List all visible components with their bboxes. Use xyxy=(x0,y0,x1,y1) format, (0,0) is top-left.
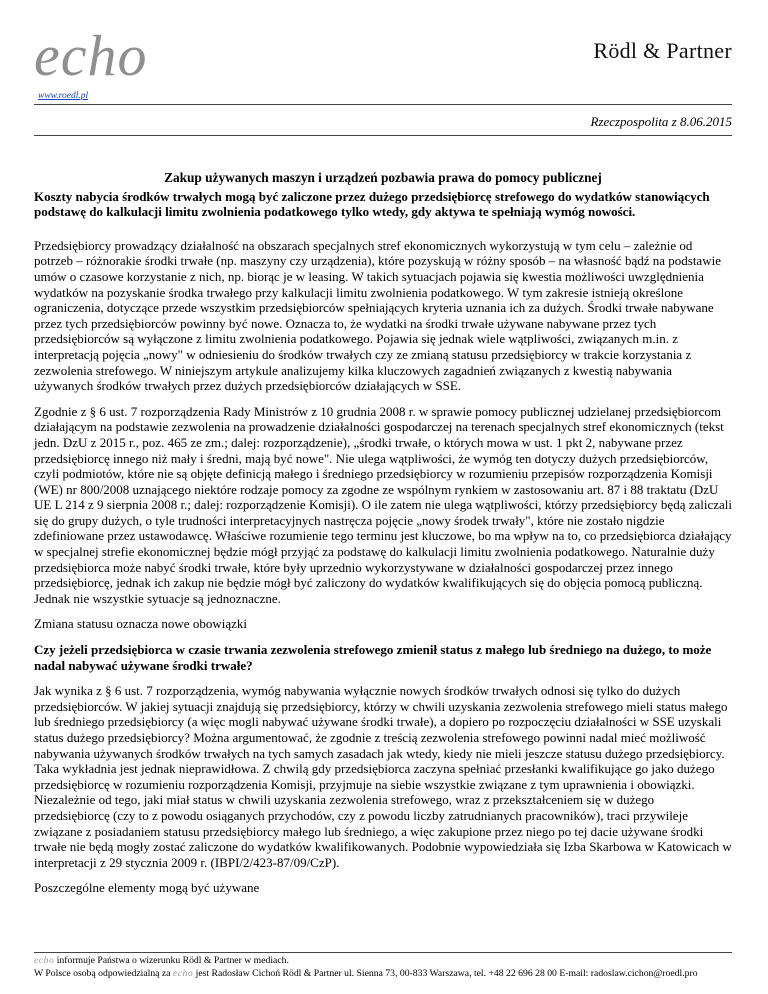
paragraph-2: Zgodnie z § 6 ust. 7 rozporządzenia Rady Ministrów z 10 grudnia 2008 r. w sprawie pomocy publicznej udzielanej przedsiębiorcom działającym na podstawie zezwolenia na prowadzenie działalności gospodarczej na terenach specjalnych stref ekonomicznych (tekst jedn. DzU z 2015 r., poz. 465 ze zm.; dalej: rozporządzenie), „środki trwałe, o których mowa w ust. 1 pkt 2, nabywane przez przedsiębiorcę innego niż mały i średni, mają być nowe". Nie ulega wątpliwości, że wymóg ten dotyczy dużych przedsiębiorców, czyli podmiotów, które nie są objęte definicją małego i średniego przedsiębiorcy w rozumieniu przepisów rozporządzenia Komisji (WE) nr 800/2008 uznającego niektóre rodzaje pomocy za zgodne ze wspólnym rynkiem w zastosowaniu art. 87 i 88 traktatu (DzU UE L 214 z 9 sierpnia 2008 r.; dalej: rozporządzenie Komisji). O ile zatem nie ulega wątpliwości, którzy przedsiębiorcy będą zaliczali się do grupy dużych, o tyle trudności interpretacyjnych nastręcza pojęcie „nowy środek trwały", które nie zostało nigdzie zdefiniowane przez ustawodawcę. Właściwe rozumienie tego terminu jest kluczowe, bo ma wpływ na to, co przedsiębiorca działający w specjalnej strefie ekonomicznej będzie mógł przyjąć za podstawę do kalkulacji limitu zwolnienia podatkowego. Naturalnie duży przedsiębiorca może nabyć środki trwałe, które były uprzednio wykorzystywane w działalności gospodarczej przez innego przedsiębiorcę, jednak ich zakup nie będzie mógł być zaliczony do wydatków kwalifikujących się do objęcia pomocą publiczną. Jednak nie wszystkie sytuacje są jednoznaczne. xyxy=(34,403,733,606)
header-rule-bottom xyxy=(34,135,732,136)
article-body xyxy=(34,170,732,906)
source-citation: Rzeczpospolita z 8.06.2015 xyxy=(590,114,732,129)
footer-line-2 xyxy=(34,967,698,980)
paragraph-1: Przedsiębiorcy prowadzący działalność na obszarach specjalnych stref ekonomicznych wykorzystują w tym celu – zależnie od potrzeb – różnorakie środki trwałe (np. maszyny czy urządzenia), które pozyskują w różny sposób – na własność bądź na podstawie umów o czasowe korzystanie z nich, np. biorąc je w leasing. W takich sytuacjach pojawia się kwestia możliwości uwzględnienia wydatków na pozyskanie środka trwałego przy kalkulacji limitu zwolnienia podatkowego. W tym zakresie istnieją określone ograniczenia, dotyczące przede wszystkim przedsiębiorców spełniających kryteria uznania ich za dużych. Środki trwałe nabywane przez tych przedsiębiorców powinny być nowe. Oznacza to, że wydatki na środki trwałe używane nabywane przez tych przedsiębiorców są wyłączone z limitu zwolnienia podatkowego. Pojawia się jednak wiele wątpliwości, związanych m.in. z interpretacją pojęcia „nowy" w odniesieniu do środków trwałych czy ze zmianą statusu przedsiębiorcy w trakcie korzystania z zezwolenia strefowego. W niniejszym artykule analizujemy kilka kluczowych zagadnień związanych z kwestią nabywania używanych środków trwałych przez dużych przedsiębiorców działających w SSE. xyxy=(34,237,721,394)
subheading-1: Zmiana statusu oznacza nowe obowiązki xyxy=(34,616,247,632)
footer-line-2-post: jest Radosław Cichoń Rödl & Partner ul. Sienna 73, 00-833 Warszawa, tel. +48 22 696 28 00 E-mail: radoslaw.cichon@roedl.pro xyxy=(193,968,698,979)
footer-echo-mark-2: echo xyxy=(172,968,194,979)
header-rule-top xyxy=(34,104,732,105)
article-lead: Koszty nabycia środków trwałych mogą być zaliczone przez dużego przedsiębiorcę strefowego do wydatków stanowiących podstawę do kalkulacji limitu zwolnienia podatkowego tylko wtedy, gdy aktywa te spełniają wymóg nowości. xyxy=(34,188,710,220)
footer xyxy=(34,954,698,980)
footer-line-1 xyxy=(34,954,698,967)
footer-echo-mark: echo xyxy=(34,955,55,966)
paragraph-3: Jak wynika z § 6 ust. 7 rozporządzenia, wymóg nabywania wyłącznie nowych środków trwałych odnosi się tylko do dużych przedsiębiorców. W jakiej sytuacji znajdują się przedsiębiorcy, którzy w chwili uzyskania zezwolenia strefowego mieli status małego lub średniego przedsiębiorcy (a więc mogli nabywać używane środki trwałe), a dopiero po rozpoczęciu działalności w SSE uzyskali status dużego przedsiębiorcy? Można argumentować, że zgodnie z treścią zezwolenia strefowego powinni nadal mieć możliwość nabywania używanych środków trwałych na tych samych zasadach jak wtedy, kiedy nie mieli jeszcze statusu dużego przedsiębiorcy. Taka wykładnia jest jednak nieprawidłowa. Z chwilą gdy przedsiębiorca zaczyna spełniać przesłanki kwalifikujące go jako dużego przedsiębiorcę w rozumieniu rozporządzenia Komisji, przyjmuje na siebie wszystkie związane z tym uprawnienia i obowiązki. Niezależnie od tego, jaki miał status w chwili uzyskania zezwolenia strefowego, wraz z przekształceniem się w dużego przedsiębiorcę (czy to z powodu osiąganych przychodów, czy z powodu liczby zatrudnianych pracowników), traci przywileje związane z posiadaniem statusu przedsiębiorcy małego lub średniego, a więc zakupione przez niego po tej dacie używane środki trwałe nie będą mogły zostać zaliczone do wydatków kwalifikowanych. Podobnie wypowiedziała się Izba Skarbowa w Katowicach w interpretacji z 29 stycznia 2009 r. (IBPI/2/423-87/09/CzP). xyxy=(34,683,732,870)
echo-logo: echo xyxy=(34,23,148,88)
footer-rule xyxy=(34,952,732,953)
footer-line-1-text: informuje Państwa o wizerunku Rödl & Partner w mediach. xyxy=(54,955,289,966)
brand-name: Rödl & Partner xyxy=(593,38,732,63)
question-1: Czy jeżeli przedsiębiorca w czasie trwania zezwolenia strefowego zmienił status z małego lub średniego na dużego, to może nadal nabywać używane środki trwałe? xyxy=(34,642,712,673)
subheading-2: Poszczególne elementy mogą być używane xyxy=(34,880,260,896)
article-title: Zakup używanych maszyn i urządzeń pozbawia prawa do pomocy publicznej xyxy=(164,170,602,185)
website-link[interactable]: www.roedl.pl xyxy=(38,91,89,101)
footer-line-2-pre: W Polsce osobą odpowiedzialną za xyxy=(34,968,173,979)
